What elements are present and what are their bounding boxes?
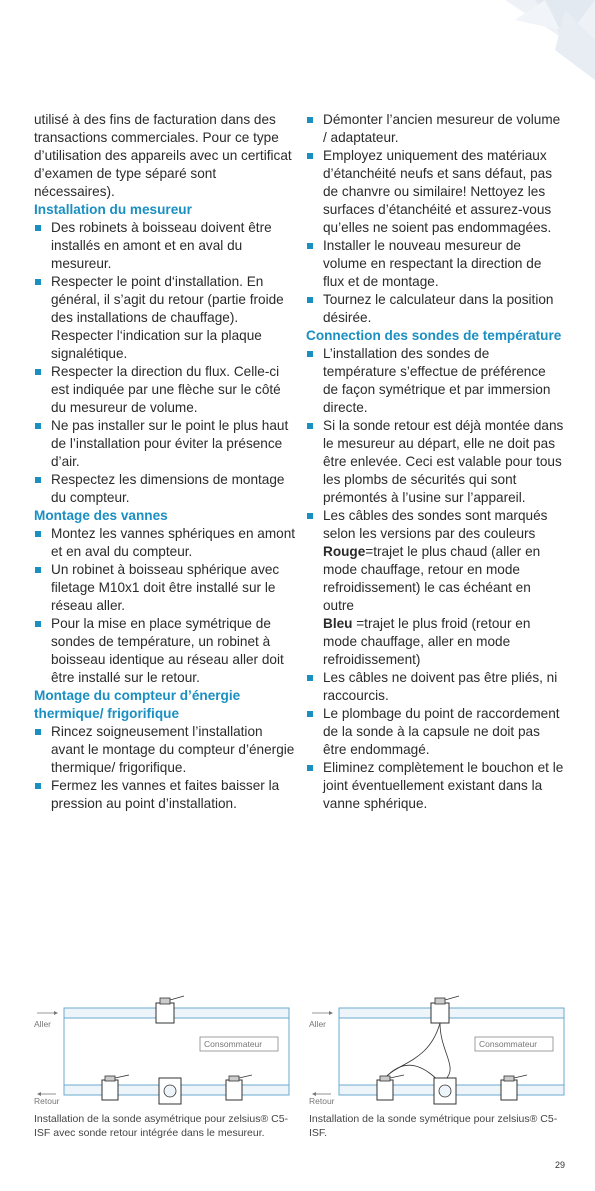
list-item-cable-colors [306, 507, 564, 669]
list-item: Des robinets à boisseau doivent être installés en amont et en aval du mesureur. [34, 219, 296, 273]
right-column [306, 111, 564, 813]
list-item: Montez les vannes sphériques en amont et en aval du compteur. [34, 525, 296, 561]
cable-colors-intro: Les câbles des sondes sont marqués selon les versions par des couleurs [323, 508, 548, 541]
caption-right-diagram: Installation de la sonde symétrique pour zelsius® C5-ISF. [309, 1113, 558, 1139]
list-item: Démonter l’ancien mesureur de volume / adaptateur. [306, 111, 564, 147]
list-item: Pour la mise en place symétrique de sondes de température, un robinet à boisseau identique au réseau aller doit être installé sur le retour. [34, 615, 296, 687]
decorative-corner-pattern [395, 0, 595, 80]
consommateur-label: Consommateur [479, 1039, 538, 1049]
meter-icon [159, 1078, 181, 1104]
intro-paragraph: utilisé à des fins de facturation dans des transactions commerciales. Pour ce type d’utilisation des appareils avec un certificat d’examen de type séparé sont nécessaires). [34, 112, 292, 199]
list-item: Un robinet à boisseau sphérique avec filetage M10x1 doit être installé sur le réseau aller. [34, 561, 296, 615]
rouge-text: =trajet le plus chaud (aller en mode chauffage, retour en mode refroidissement) le cas échéant en outre [323, 544, 541, 613]
list-item: Respectez les dimensions de montage du compteur. [34, 471, 296, 507]
aller-label: Aller [34, 1019, 52, 1029]
heading-montage-compteur: Montage du compteur d’énergie thermique/ frigorifique [34, 688, 241, 721]
list-montage-vannes [34, 525, 296, 687]
list-item: Le plombage du point de raccordement de la sonde à la capsule ne doit pas être endommagé. [306, 705, 564, 759]
list-item: Les câbles ne doivent pas être pliés, ni raccourcis. [306, 669, 564, 705]
list-item: Respecter le point d‘installation. En général, il s’agit du retour (partie froide des installations de chauffage). Respecter l‘indication sur la plaque signalétique. [34, 273, 296, 363]
left-column [34, 111, 296, 813]
list-installation-mesureur [34, 219, 296, 507]
list-item: Tournez le calculateur dans la position désirée. [306, 291, 564, 327]
caption-left-diagram: Installation de la sonde asymétrique pour zelsius® C5-ISF avec sonde retour intégrée dans le mesureur. [34, 1113, 289, 1139]
page-number: 29 [554, 1160, 565, 1170]
heading-montage-vannes: Montage des vannes [34, 508, 168, 523]
heading-connection-sondes: Connection des sondes de température [306, 328, 562, 343]
list-item: Installer le nouveau mesureur de volume en respectant la direction de flux et de montage. [306, 237, 564, 291]
list-item: Eliminez complètement le bouchon et le joint éventuellement existant dans la vanne sphérique. [306, 759, 564, 813]
list-item: L’installation des sondes de température s’effectue de préférence de façon symétrique et par immersion directe. [306, 345, 564, 417]
meter-icon [434, 1078, 456, 1104]
diagram-symmetric-installation [309, 992, 571, 1112]
retour-label: Retour [34, 1096, 60, 1106]
list-demontage [306, 111, 564, 327]
retour-label: Retour [309, 1096, 335, 1106]
list-montage-compteur [34, 723, 296, 813]
list-item: Employez uniquement des matériaux d’étanchéité neufs et sans défaut, pas de chanvre ou similaire! Nettoyez les surfaces d’étanchéité et assurez-vous qu’elles ne soient pas endommagées. [306, 147, 564, 237]
heading-installation-mesureur: Installation du mesureur [34, 202, 192, 217]
list-item: Rincez soigneusement l’installation avant le montage du compteur d’énergie thermique/ frigorifique. [34, 723, 296, 777]
list-item: Respecter la direction du flux. Celle-ci est indiquée par une flèche sur le côté du mesureur de volume. [34, 363, 296, 417]
rouge-label: Rouge [323, 544, 366, 559]
bleu-label: Bleu [323, 616, 353, 631]
list-connection-sondes [306, 345, 564, 813]
consommateur-label: Consommateur [204, 1039, 263, 1049]
bleu-text: =trajet le plus froid (retour en mode chauffage, aller en mode refroidissement) [323, 616, 531, 667]
aller-label: Aller [309, 1019, 327, 1029]
list-item: Ne pas installer sur le point le plus haut de l’installation pour éviter la présence d’air. [34, 417, 296, 471]
list-item: Si la sonde retour est déjà montée dans le mesureur au départ, elle ne doit pas être enlevée. Ceci est valable pour tous les plombs de sécurités qui sont prémontés à l’usine sur l’appareil. [306, 417, 564, 507]
diagram-asymmetric-installation [34, 992, 296, 1112]
list-item: Fermez les vannes et faites baisser la pression au point d’installation. [34, 777, 296, 813]
